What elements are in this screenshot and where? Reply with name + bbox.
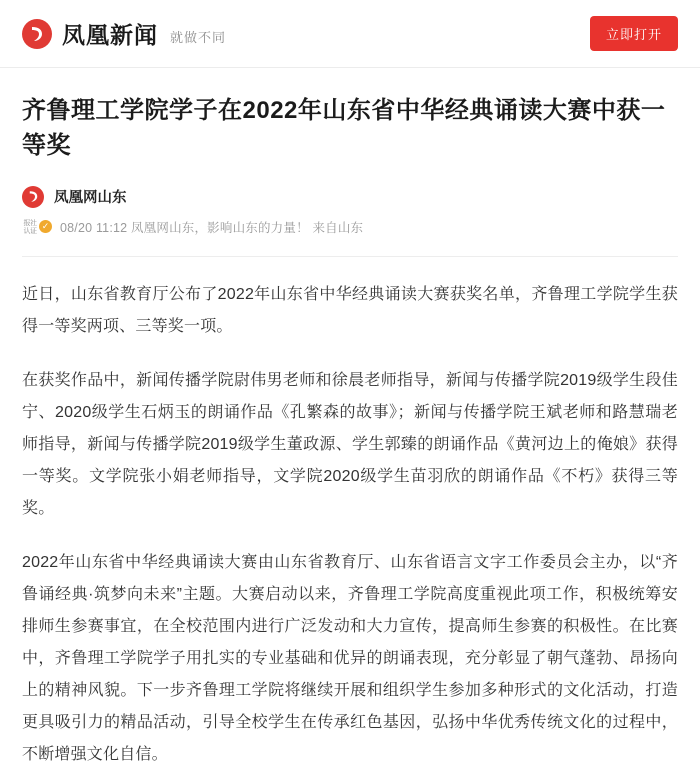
brand-slogan: 就做不同 <box>170 30 227 45</box>
source-name: 凤凰网山东 <box>54 190 127 207</box>
paragraph: 在获奖作品中，新闻传播学院尉伟男老师和徐晨老师指导，新闻与传播学院2019级学生段佳宁、2020级学生石炳玉的朗诵作品《孔繁森的故事》；新闻与传播学院王斌老师和路慧瑞老师指导，新闻与传播学院2019级学生董政源、学生郭臻的朗诵作品《黄河边上的俺娘》获得一等奖。文学院张小娟老师指导，文学院2020级学生苗羽欣的朗诵作品《不朽》获得三等奖。 <box>22 371 678 517</box>
verified-label-line1: 报社 <box>23 219 37 227</box>
divider <box>22 256 678 257</box>
byline[interactable] <box>22 186 678 208</box>
meta-text: 08/20 11:12 凤凰网山东，影响山东的力量！ 来自山东 <box>60 220 364 235</box>
divider-line <box>22 256 678 257</box>
open-app-button[interactable]: 立即打开 <box>590 16 678 51</box>
app-header <box>0 0 700 68</box>
brand-name: 凤凰新闻 <box>62 22 158 48</box>
check-badge-icon <box>22 219 52 235</box>
phoenix-logo-icon <box>22 19 52 49</box>
article-meta <box>22 218 678 236</box>
paragraph: 近日，山东省教育厅公布了2022年山东省中华经典诵读大赛获奖名单，齐鲁理工学院学生获得一等奖两项、三等奖一项。 <box>22 285 678 335</box>
verified-label-line2: 认证 <box>23 227 37 235</box>
paragraph: 2022年山东省中华经典诵读大赛由山东省教育厅、山东省语言文字工作委员会主办，以“齐鲁诵经典·筑梦向未来”主题。大赛启动以来，齐鲁理工学院高度重视此项工作，积极统筹安排师生参赛事宜，在全校范围内进行广泛发动和大力宣传，提高师生参赛的积极性。在比赛中，齐鲁理工学院学子用扎实的专业基础和优异的朗诵表现，充分彰显了朝气蓬勃、昂扬向上的精神风貌。下一步齐鲁理工学院将继续开展和组织学生参加多种形式的文化活动，打造更具吸引力的精品活动，引导全校学生在传承红色基因，弘扬中华优秀传统文化的过程中，不断增强文化自信。 <box>22 553 678 763</box>
article-body <box>22 279 678 771</box>
phoenix-avatar-icon <box>22 186 44 208</box>
article <box>0 68 700 771</box>
page-title: 齐鲁理工学院学子在2022年山东省中华经典诵读大赛中获一等奖 <box>22 97 666 159</box>
brand <box>22 17 226 50</box>
verified-check-mark: ✓ <box>39 220 52 233</box>
